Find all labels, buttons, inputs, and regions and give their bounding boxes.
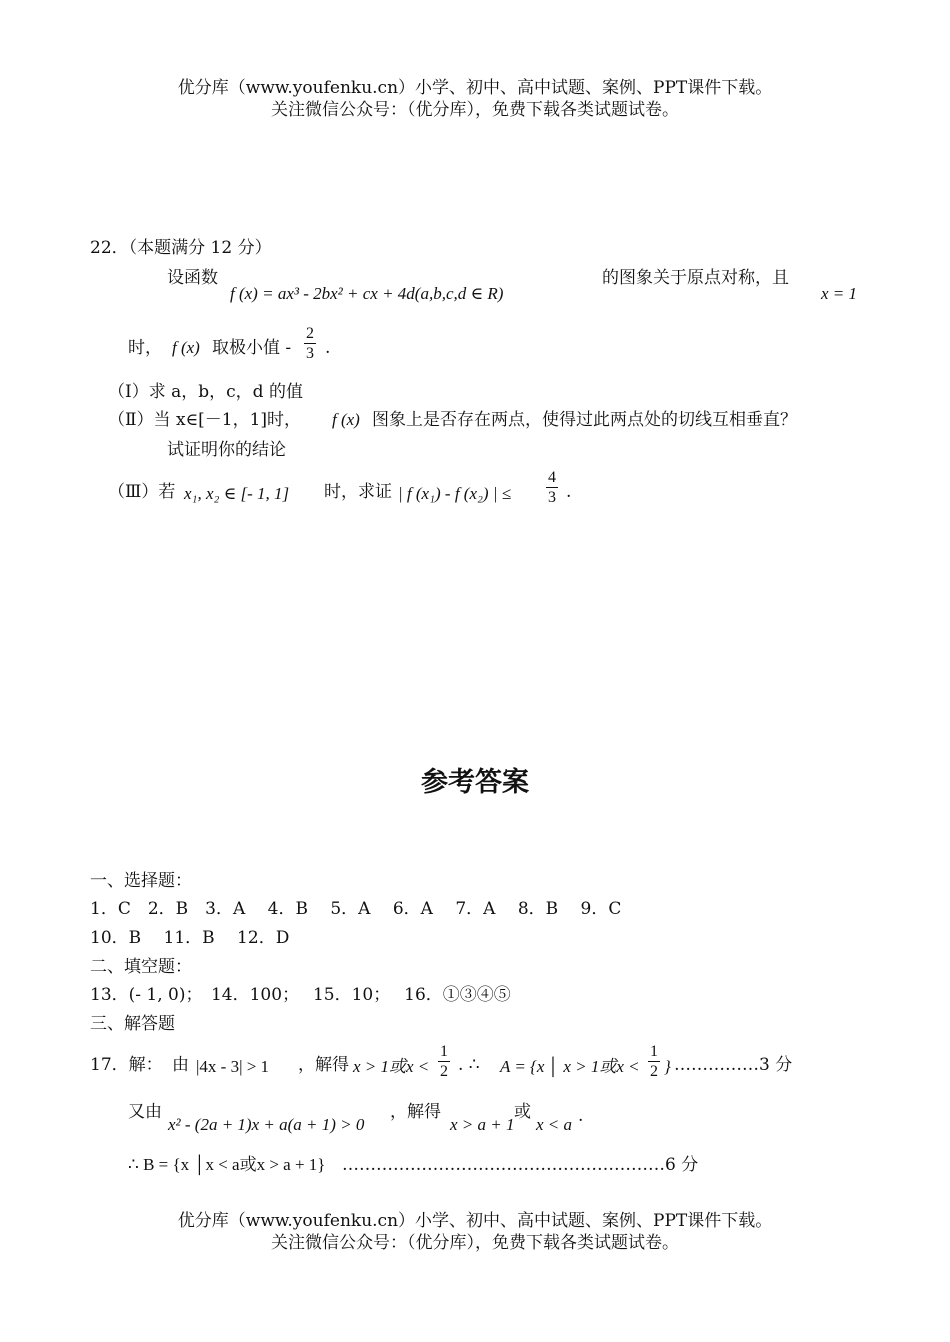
q22-part3-den: 3 (548, 489, 556, 506)
a17-res: x > 1或x < (353, 1057, 430, 1076)
section-fill: 二、填空题： (90, 957, 192, 977)
q22-period: . (325, 338, 331, 358)
choice-answers-1: 1．C 2．B 3．A 4．B 5．A 6．A 7．A 8．B 9．C (90, 899, 622, 919)
a17-res-2: x > a + 1 (450, 1115, 515, 1134)
q22-part3-expr: | f (x₁) - f (x₂) | ≤ (398, 484, 512, 503)
q22-part1: （Ⅰ）求 a，b，c，d 的值 (108, 382, 303, 402)
header-line-1: 优分库（www.youfenku.cn）小学、初中、高中试题、案例、PPT课件下载。 (177, 78, 773, 98)
q22-intro-text: 设函数 (167, 268, 218, 288)
a17-dot: . (578, 1106, 584, 1126)
q22-fx: f (x) (172, 338, 200, 357)
a17-ineq: |4x - 3| > 1 (196, 1057, 270, 1076)
q22-heading: 22．（本题满分 12 分） (90, 238, 272, 258)
q22-min-fraction (304, 324, 316, 363)
q22-min-den: 3 (306, 345, 314, 362)
a17-half-num-2: 1 (650, 1043, 658, 1060)
footer-line-1: 优分库（www.youfenku.cn）小学、初中、高中试题、案例、PPT课件下载。 (177, 1211, 773, 1231)
a17-by: 由 (172, 1055, 189, 1075)
a17-quad: x² - (2a + 1)x + a(a + 1) > 0 (168, 1115, 365, 1134)
section-choice: 一、选择题： (90, 871, 192, 891)
fill-answers: 13．(- 1, 0)； 14．100； 15．10； 16．①③④⑤ (90, 985, 511, 1005)
q22-part3-pre: （Ⅲ）若 (108, 482, 176, 502)
q22-part2-line2: 试证明你的结论 (167, 440, 286, 460)
a17-half-1 (438, 1042, 450, 1081)
a17-solve-2: ，解得 (390, 1102, 441, 1122)
q22-min-text: 取极小值 - (212, 338, 292, 358)
a17-label: 17．解： (90, 1055, 163, 1075)
footer-line-2: 关注微信公众号：（优分库），免费下载各类试题试卷。 (271, 1233, 679, 1253)
answers-title: 参考答案 (421, 767, 529, 798)
q22-part3-fraction (546, 468, 558, 507)
q22-shi: 时， (128, 338, 162, 358)
a17-therefore: . ∴ (458, 1055, 480, 1075)
q22-part2-tail: 图象上是否存在两点，使得过此两点处的切线互相垂直？ (372, 410, 797, 430)
header-line-2: 关注微信公众号：（优分库），免费下载各类试题试卷。 (271, 100, 679, 120)
a17-again: 又由 (128, 1102, 162, 1122)
q22-part3-mid: 时，求证 (324, 482, 392, 502)
a17-half-2 (648, 1042, 660, 1081)
q22-min-num: 2 (306, 325, 314, 342)
q22-intro-tail: 的图象关于原点对称，且 (602, 268, 789, 288)
a17-score-2: …………………………………………………6 分 (342, 1155, 699, 1175)
q22-part2: （Ⅱ）当 x∈[－1，1]时， (108, 410, 302, 430)
a17-setA-end: } (664, 1057, 671, 1076)
a17-half-den-1: 2 (440, 1063, 448, 1080)
choice-answers-2: 10．B 11．B 12．D (90, 928, 290, 948)
q22-part3-num: 4 (548, 469, 556, 486)
q22-part3-vars: x₁, x₂ ∈ [- 1, 1] (184, 484, 290, 503)
a17-solve: ，解得 (298, 1055, 349, 1075)
a17-or: 或 (514, 1102, 531, 1122)
a17-half-den-2: 2 (650, 1063, 658, 1080)
a17-score-1: ……………3 分 (674, 1055, 793, 1075)
a17-half-num-1: 1 (440, 1043, 448, 1060)
section-solve: 三、解答题 (90, 1014, 175, 1034)
q22-part2-fx: f (x) (332, 410, 360, 429)
a17-setA: A = {x │ x > 1或x < (500, 1057, 640, 1076)
q22-part3-end: . (566, 482, 572, 502)
q22-function-expr: f (x) = ax³ - 2bx² + cx + 4d(a,b,c,d ∈ R) (230, 284, 504, 303)
a17-res-3: x < a (536, 1115, 573, 1134)
q22-x-eq: x = 1 (821, 284, 858, 303)
a17-setB: ∴ B = {x │x < a或x > a + 1} (128, 1155, 326, 1174)
